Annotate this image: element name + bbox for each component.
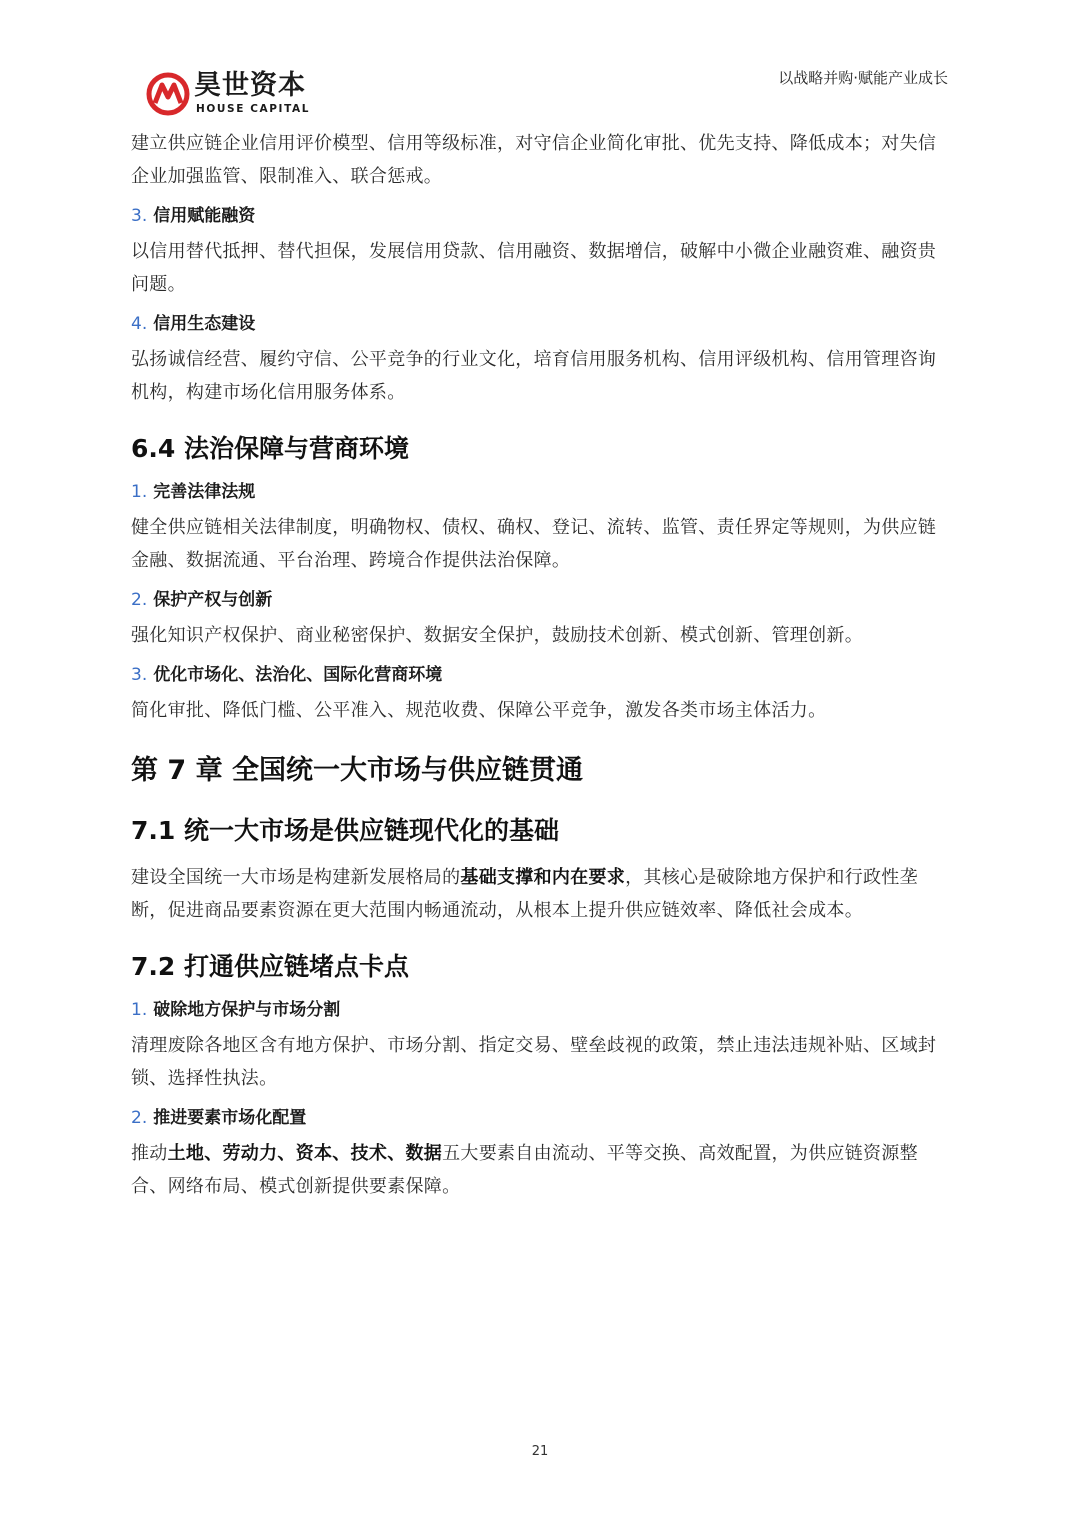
header-slogan: 以战略并购·赋能产业成长 — [778, 69, 948, 87]
list-number: 2. — [131, 590, 148, 610]
section-heading: 7.2 打通供应链堵点卡点 — [131, 952, 409, 981]
document-body — [131, 127, 953, 1203]
list-title: 推进要素市场化配置 — [153, 1108, 307, 1128]
list-item-heading — [131, 203, 953, 229]
logo-chinese-name: 昊世资本 — [194, 70, 306, 101]
list-title: 完善法律法规 — [153, 482, 256, 502]
list-number: 3. — [131, 665, 148, 685]
logo-english-name: HOUSE CAPITAL — [196, 103, 311, 115]
list-number: 1. — [131, 1000, 148, 1020]
list-number: 1. — [131, 482, 148, 502]
list-title: 优化市场化、法治化、国际化营商环境 — [153, 665, 443, 685]
chapter-heading: 第 7 章 全国统一大市场与供应链贯通 — [131, 755, 583, 786]
paragraph: 清理废除各地区含有地方保护、市场分割、指定交易、壁垒歧视的政策，禁止违法违规补贴、区域封锁、选择性执法。 — [131, 1035, 937, 1089]
house-capital-logo-icon — [146, 72, 190, 116]
company-logo — [146, 70, 326, 120]
page-number: 21 — [531, 1444, 549, 1459]
text-run: 五大要素自由流动、平等交换、高效配置，为供应链资源整合、网络布局、模式创新提供要素保障。 — [131, 1143, 918, 1197]
list-number: 3. — [131, 206, 148, 226]
paragraph: 以信用替代抵押、替代担保，发展信用贷款、信用融资、数据增信，破解中小微企业融资难、融资贵问题。 — [131, 241, 937, 295]
section-heading: 7.1 统一大市场是供应链现代化的基础 — [131, 816, 559, 845]
list-title: 保护产权与创新 — [153, 590, 273, 610]
paragraph — [131, 861, 953, 927]
paragraph: 健全供应链相关法律制度，明确物权、债权、确权、登记、流转、监管、责任界定等规则，为供应链金融、数据流通、平台治理、跨境合作提供法治保障。 — [131, 517, 937, 571]
list-number: 4. — [131, 314, 148, 334]
list-title: 信用赋能融资 — [153, 206, 256, 226]
paragraph: 弘扬诚信经营、履约守信、公平竞争的行业文化，培育信用服务机构、信用评级机构、信用管理咨询机构，构建市场化信用服务体系。 — [131, 349, 937, 403]
list-item-heading — [131, 662, 953, 688]
list-item-heading — [131, 479, 953, 505]
text-run: 建设全国统一大市场是构建新发展格局的 — [131, 867, 461, 888]
bold-text: 土地、劳动力、资本、技术、数据 — [167, 1143, 443, 1164]
text-run: ，其核心是破除地方保护和行政性垄断，促进商品要素资源在更大范围内畅通流动，从根本上提升供应链效率、降低社会成本。 — [131, 867, 918, 921]
list-number: 2. — [131, 1108, 148, 1128]
paragraph — [131, 1137, 953, 1203]
list-item-heading — [131, 997, 953, 1023]
paragraph: 建立供应链企业信用评价模型、信用等级标准，对守信企业简化审批、优先支持、降低成本；对失信企业加强监管、限制准入、联合惩戒。 — [131, 133, 937, 187]
text-run: 推动 — [131, 1143, 168, 1164]
list-item-heading — [131, 1105, 953, 1131]
list-item-heading — [131, 587, 953, 613]
list-title: 信用生态建设 — [153, 314, 256, 334]
bold-text: 基础支撑和内在要求 — [460, 867, 626, 888]
list-title: 破除地方保护与市场分割 — [153, 1000, 341, 1020]
paragraph: 强化知识产权保护、商业秘密保护、数据安全保护，鼓励技术创新、模式创新、管理创新。 — [131, 625, 863, 646]
paragraph: 简化审批、降低门槛、公平准入、规范收费、保障公平竞争，激发各类市场主体活力。 — [131, 700, 827, 721]
section-heading: 6.4 法治保障与营商环境 — [131, 434, 409, 463]
list-item-heading — [131, 311, 953, 337]
